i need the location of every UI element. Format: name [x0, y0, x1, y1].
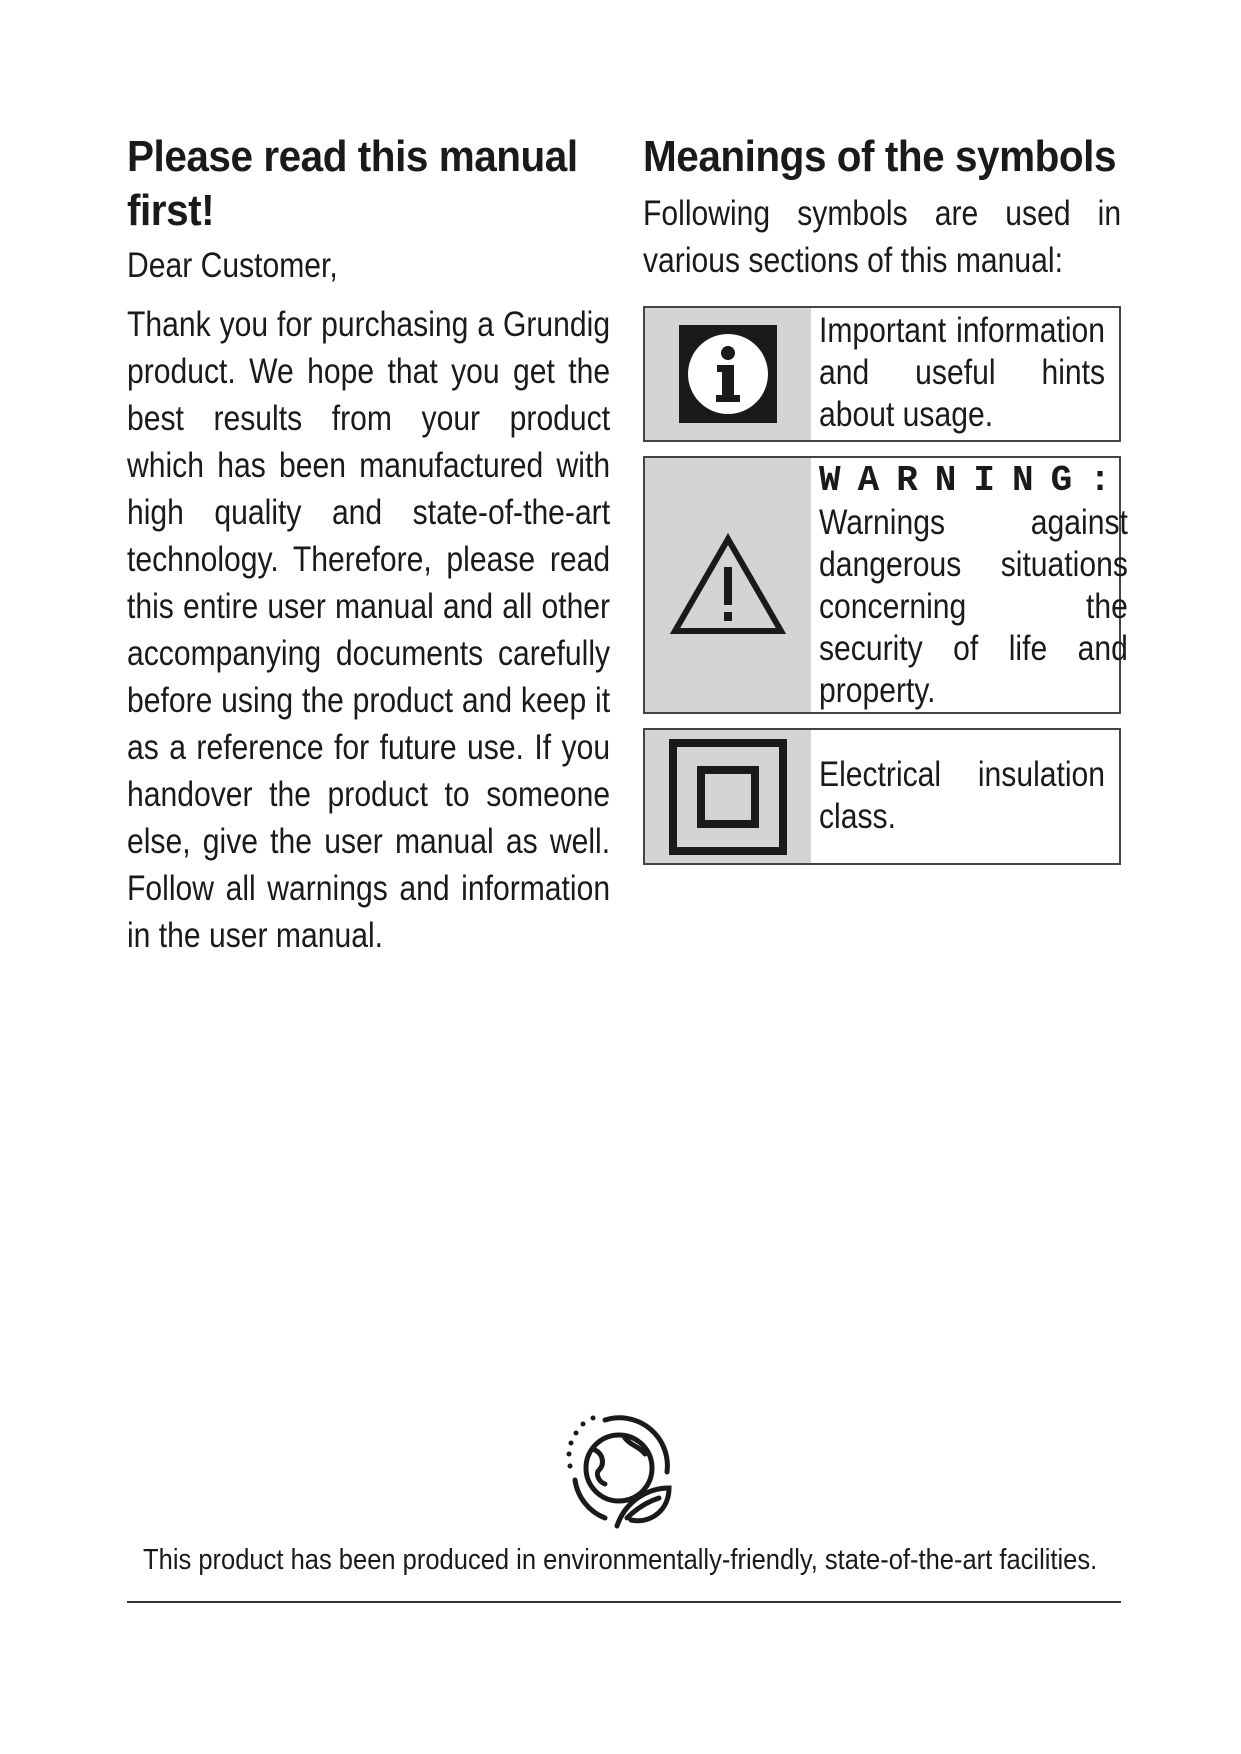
eco-globe-leaf-icon	[565, 1410, 677, 1530]
left-column	[127, 130, 610, 959]
symbol-row-info	[643, 306, 1121, 442]
footer-eco-statement: This product has been produced in environmentally-friendly, state-of-the-art facilities.	[143, 1544, 1098, 1576]
manual-title: Please read this manual first!	[127, 132, 578, 235]
intro-paragraph: Thank you for purchasing a Grundig product. We hope that you get the best results from your product which has been manufactured with high quality and state-of-the-art technology. Therefore, please read this entire user manual and all other accompanying documents carefully before using the product and keep it as a reference for future use. If you handover the product to someone else, give the user manual as well. Follow all warnings and information in the user manual.	[127, 305, 611, 955]
info-icon	[645, 308, 811, 440]
symbol-text-insulation: Electrical insulation class.	[819, 755, 1106, 836]
double-insulation-icon	[645, 730, 811, 863]
symbol-row-insulation	[643, 728, 1121, 865]
right-column	[643, 130, 1128, 879]
footer-divider	[127, 1601, 1121, 1603]
warning-heading: WARNING:	[819, 460, 1128, 501]
warning-triangle-icon	[645, 458, 811, 712]
symbol-text-info: Important information and useful hints about usage.	[819, 311, 1106, 434]
symbols-title: Meanings of the symbols	[643, 132, 1117, 181]
symbol-text-warning: WARNING: Warnings against dangerous situations concerning the security of life and property.	[819, 460, 1128, 710]
symbols-intro: Following symbols are used in various sections of this manual:	[643, 194, 1122, 280]
symbol-row-warning	[643, 456, 1128, 714]
greeting: Dear Customer,	[127, 246, 338, 285]
